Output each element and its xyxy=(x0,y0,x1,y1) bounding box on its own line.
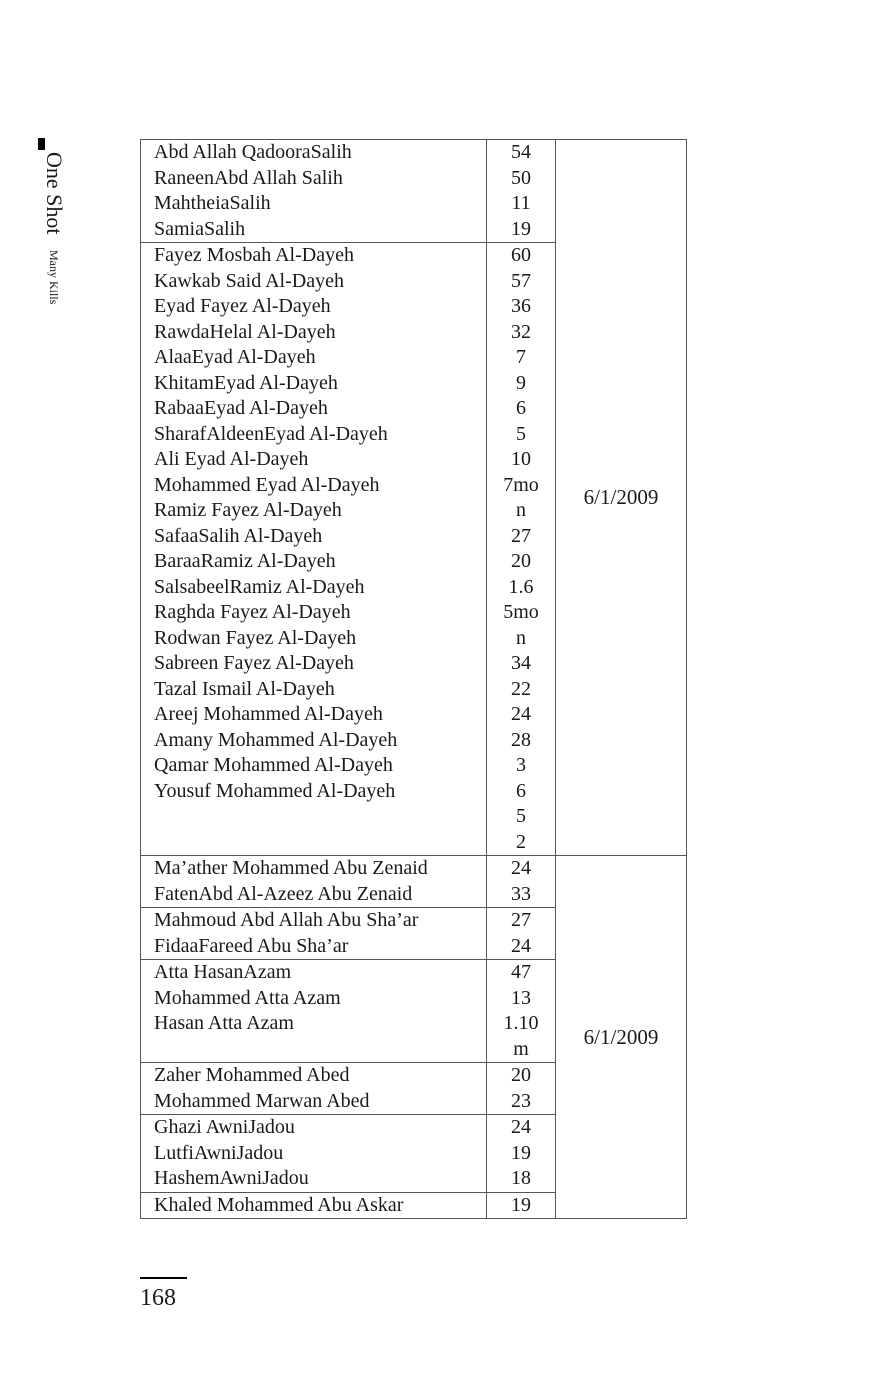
victim-name: Zaher Mohammed Abed xyxy=(154,1064,350,1086)
victim-age: 27 xyxy=(511,909,531,931)
victim-age: 19 xyxy=(511,1193,531,1216)
ages-cell xyxy=(487,1192,556,1219)
names-cell xyxy=(141,1192,487,1219)
victim-name: BaraaRamiz Al-Dayeh xyxy=(154,550,336,572)
victim-age: 5 xyxy=(516,805,526,827)
victim-age: 28 xyxy=(511,728,531,751)
victim-age: 32 xyxy=(511,320,531,343)
victim-age: 24 xyxy=(511,703,531,725)
victim-age: 33 xyxy=(511,882,531,905)
victim-age: 24 xyxy=(511,857,531,879)
victim-age: 22 xyxy=(511,677,531,700)
running-header xyxy=(40,152,68,304)
victim-name: Mohammed Eyad Al-Dayeh xyxy=(154,473,380,496)
victim-age: 5mo xyxy=(503,601,539,623)
victim-age: 19 xyxy=(511,217,531,240)
victim-name: MahtheiaSalih xyxy=(154,192,271,214)
victim-age: 54 xyxy=(511,141,531,163)
victim-name: Mohammed Marwan Abed xyxy=(154,1089,370,1112)
victim-name: RawdaHelal Al-Dayeh xyxy=(154,320,336,343)
victim-age: 47 xyxy=(511,961,531,983)
ages-cell xyxy=(487,1063,556,1115)
victim-name: Qamar Mohammed Al-Dayeh xyxy=(154,754,393,776)
victim-age: 18 xyxy=(511,1167,531,1189)
book-title: One Shot xyxy=(42,152,67,235)
victim-name: Atta HasanAzam xyxy=(154,961,292,983)
victim-age: 36 xyxy=(511,295,531,317)
ages-cell xyxy=(487,960,556,1063)
victim-name: Sabreen Fayez Al-Dayeh xyxy=(154,652,354,674)
victim-name: Rodwan Fayez Al-Dayeh xyxy=(154,626,357,649)
victim-age: 6 xyxy=(516,779,526,802)
victim-age: 57 xyxy=(511,269,531,292)
victim-age: 23 xyxy=(511,1089,531,1112)
victim-age: 1.6 xyxy=(508,575,534,598)
victim-name: Abd Allah QadooraSalih xyxy=(154,141,352,163)
names-cell xyxy=(141,960,487,1063)
victim-name: Hasan Atta Azam xyxy=(154,1012,294,1034)
page-number: 168 xyxy=(140,1285,176,1311)
victim-name: Eyad Fayez Al-Dayeh xyxy=(154,295,331,317)
victim-name: SalsabeelRamiz Al-Dayeh xyxy=(154,575,365,598)
victim-name: Yousuf Mohammed Al-Dayeh xyxy=(154,779,396,802)
names-cell xyxy=(141,908,487,960)
victim-name: LutfiAwniJadou xyxy=(154,1141,284,1164)
victim-name: Mahmoud Abd Allah Abu Sha’ar xyxy=(154,909,419,931)
victim-name: Kawkab Said Al-Dayeh xyxy=(154,269,344,292)
victim-name: FidaaFareed Abu Sha’ar xyxy=(154,934,349,957)
chapter-tab-marker xyxy=(38,138,45,150)
victim-name: Amany Mohammed Al-Dayeh xyxy=(154,728,398,751)
victim-age: 20 xyxy=(511,550,531,572)
family-group-row xyxy=(141,856,687,908)
victim-age: 60 xyxy=(511,244,531,266)
victim-age: 7 xyxy=(516,346,526,368)
victim-name: SafaaSalih Al-Dayeh xyxy=(154,524,323,547)
victim-name: Areej Mohammed Al-Dayeh xyxy=(154,703,383,725)
names-cell xyxy=(141,243,487,856)
victim-age: 34 xyxy=(511,652,531,674)
victim-name: Fayez Mosbah Al-Dayeh xyxy=(154,244,354,266)
victim-name: RaneenAbd Allah Salih xyxy=(154,166,343,189)
victim-name: Khaled Mohammed Abu Askar xyxy=(154,1193,404,1216)
ages-cell xyxy=(487,856,556,908)
victim-age: 6 xyxy=(516,397,526,419)
victim-age: 11 xyxy=(511,192,531,214)
ages-cell xyxy=(487,908,556,960)
victim-name: Raghda Fayez Al-Dayeh xyxy=(154,601,351,623)
victim-name: KhitamEyad Al-Dayeh xyxy=(154,371,338,394)
victim-age: 3 xyxy=(516,754,526,776)
victim-name: Tazal Ismail Al-Dayeh xyxy=(154,677,335,700)
victim-name: HashemAwniJadou xyxy=(154,1167,309,1189)
victim-age: 10 xyxy=(511,448,531,470)
family-group-row xyxy=(141,140,687,243)
victim-name: SharafAldeenEyad Al-Dayeh xyxy=(154,422,388,445)
victim-age: 7mo xyxy=(503,473,539,496)
victim-name: AlaaEyad Al-Dayeh xyxy=(154,346,316,368)
victim-age: 24 xyxy=(511,1116,531,1138)
victim-name: Ramiz Fayez Al-Dayeh xyxy=(154,499,342,521)
victim-age: 2 xyxy=(516,830,526,853)
victim-age: 13 xyxy=(511,986,531,1009)
date-cell: 6/1/2009 xyxy=(556,856,687,1219)
victim-age: 24 xyxy=(511,934,531,957)
victim-age: m xyxy=(513,1037,529,1060)
victim-name: FatenAbd Al-Azeez Abu Zenaid xyxy=(154,882,413,905)
book-subtitle: Many Kills xyxy=(47,250,61,305)
names-cell xyxy=(141,856,487,908)
victim-age: 50 xyxy=(511,166,531,189)
victims-table xyxy=(140,139,687,1219)
victim-name: SamiaSalih xyxy=(154,217,246,240)
victim-name: Ma’ather Mohammed Abu Zenaid xyxy=(154,857,428,879)
victim-age: n xyxy=(516,499,526,521)
page-number-rule xyxy=(140,1277,187,1279)
victim-name: Ghazi AwniJadou xyxy=(154,1116,295,1138)
names-cell xyxy=(141,140,487,243)
ages-cell xyxy=(487,140,556,243)
victim-age: 5 xyxy=(516,422,526,445)
names-cell xyxy=(141,1063,487,1115)
victim-name: Mohammed Atta Azam xyxy=(154,986,341,1009)
victim-age: n xyxy=(516,626,526,649)
victim-age: 20 xyxy=(511,1064,531,1086)
victim-name: RabaaEyad Al-Dayeh xyxy=(154,397,328,419)
victim-age: 9 xyxy=(516,371,526,394)
victim-age: 19 xyxy=(511,1141,531,1164)
names-cell xyxy=(141,1115,487,1193)
victim-age: 27 xyxy=(511,524,531,547)
date-cell: 6/1/2009 xyxy=(556,140,687,856)
victim-age: 1.10 xyxy=(503,1012,539,1034)
victim-name: Ali Eyad Al-Dayeh xyxy=(154,448,309,470)
ages-cell xyxy=(487,243,556,856)
ages-cell xyxy=(487,1115,556,1193)
